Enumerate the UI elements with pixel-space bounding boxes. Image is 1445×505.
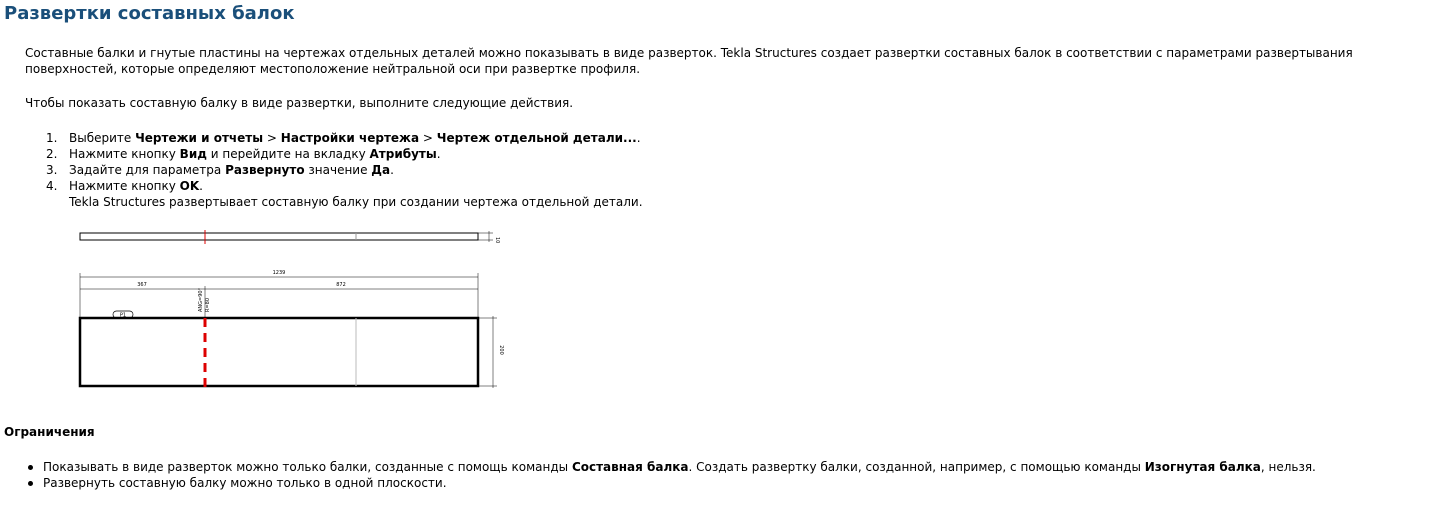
overall-dim-label: 1239 [272,270,286,276]
intro-paragraph: Составные балки и гнутые пластины на чертежах отдельных деталей можно показывать в виде разверток. Tekla Structures создает развертки составных балок в соответствии с параметрами развертывания поверхностей, которые определяют местоположение нейтральной оси при развертке профиля. [25,46,1353,76]
restrictions-list [25,459,1316,491]
right-dim-label: 872 [336,282,346,288]
step-text: Выберите [69,131,136,145]
top-view [80,230,493,244]
restriction-item [25,475,1316,491]
restriction-text: Показывать в виде разверток можно только балки, созданные с помощь команды [43,460,572,474]
restriction-text: Развернуть составную балку можно только в одной плоскости. [43,476,447,490]
menu-item-drawing-settings: Настройки чертежа [280,131,420,145]
step-item [25,162,643,178]
step-text: значение [304,163,372,177]
step-text: Нажмите кнопку [69,179,180,193]
step-text: Задайте для параметра [69,163,226,177]
attributes-tab-name: Атрибуты [369,147,437,161]
step-text: > [419,131,437,145]
height-dim-label: 200 [498,345,504,355]
step-text: . [199,179,203,193]
beam-outline [80,318,478,386]
step-text: . [636,131,641,145]
step-item [25,146,643,162]
step-text: Нажмите кнопку [69,147,180,161]
menu-item-single-part-drawing: Чертеж отдельной детали... [436,131,637,145]
composite-beam-command: Составная балка [571,460,689,474]
step-result: Tekla Structures развертывает составную балку при создании чертежа отдельной детали. [69,195,643,209]
step-text: . [390,163,394,177]
part-mark-label: P1 [119,312,127,319]
step-text: и перейдите на вкладку [206,147,370,161]
dim-top-side: 10 [494,237,500,244]
unfolded-parameter-name: Развернуто [225,163,305,177]
left-dim-label: 367 [137,282,147,288]
steps-list [25,130,643,210]
step-number: 3. [46,163,58,177]
beam-top-outline [80,233,478,240]
bend-radius-label: R=80 [205,297,211,312]
step-item [25,130,643,146]
view-button-name: Вид [179,147,207,161]
step-item [25,178,643,194]
page-title: Развертки составных балок [4,3,295,24]
yes-value: Да [371,163,391,177]
restriction-text: . Создать развертку балки, созданной, например, с помощью команды [688,460,1145,474]
step-number: 4. [46,179,58,193]
step-number: 1. [46,131,58,145]
step-text: > [263,131,281,145]
bend-angle-label: ANG=90° [198,287,204,312]
step-text: . [436,147,441,161]
restrictions-heading: Ограничения [4,425,95,439]
front-view [80,318,478,390]
step-number: 2. [46,147,58,161]
unfolded-beam-drawing [75,225,505,395]
restriction-text: , нельзя. [1260,460,1316,474]
ok-button-name: OK [179,179,200,193]
curved-beam-command: Изогнутая балка [1144,460,1261,474]
dimension-lines [80,273,497,388]
instruction-paragraph: Чтобы показать составную балку в виде развертки, выполните следующие действия. [25,96,574,110]
menu-item-drawings-reports: Чертежи и отчеты [135,131,264,145]
restriction-item [25,459,1316,475]
